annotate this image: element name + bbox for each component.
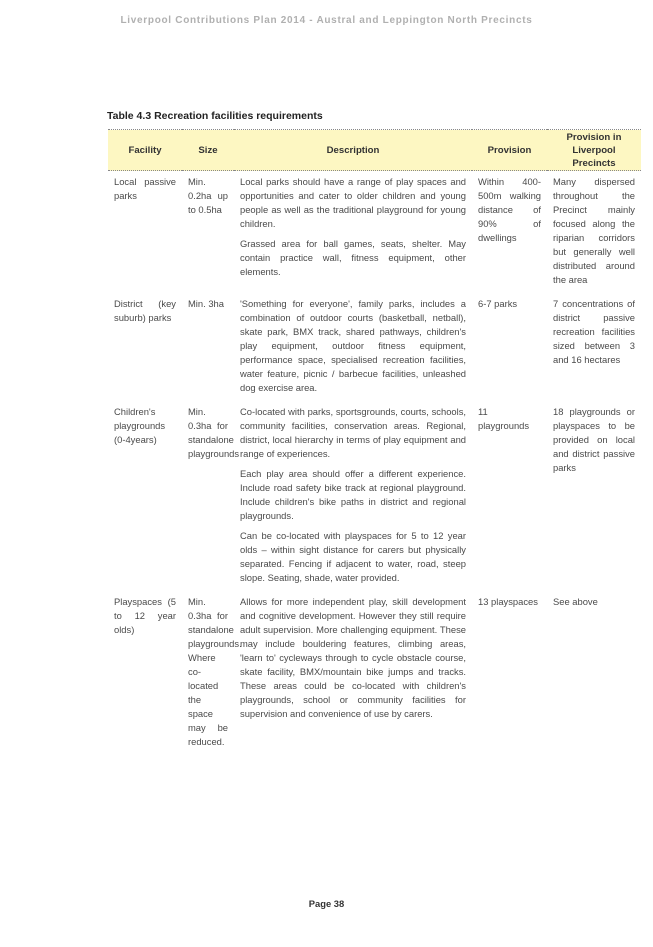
cell-description — [234, 591, 472, 755]
cell-precinct-provision: 7 concentrations of district passive recreation facilities sized between 3 and 16 hectares — [553, 298, 635, 365]
description-paragraph: Allows for more independent play, skill development and cognitive development. However they still require adult supervision. More challenging equipment. These may include bouldering features, climbing areas, 'learn to' cycleways through to cycle obstacle course, skate facility, BMX/mountain bike jumps and tracks. These areas could be co-located with children's playgrounds, school or community facilities for supervision and convenience of use by carers. — [240, 596, 466, 719]
recreation-facilities-table — [108, 129, 641, 755]
description-paragraph: Can be co-located with playspaces for 5 to 12 year olds – within sight distance for carers but physically separated. Fencing if adjacent to water, road, steep slope. Seating, shade, water provided. — [240, 530, 466, 583]
running-header: Liverpool Contributions Plan 2014 - Austral and Leppington North Precincts — [120, 15, 533, 26]
table-header-row — [108, 130, 641, 171]
description-paragraph: Local parks should have a range of play spaces and opportunities and cater to older children and young people as well as the traditional playground for young children. — [240, 176, 466, 229]
table-row — [108, 171, 641, 294]
header-description: Description — [234, 130, 472, 171]
table-row — [108, 591, 641, 755]
description-paragraph: 'Something for everyone', family parks, includes a combination of outdoor courts (basketball, netball), skate park, BMX track, shared pathways, children's play equipment, outdoor fitness equipment, performance space, specialised recreation facilities, water feature, picnic / barbecue facilities, unleashed dog exercise area. — [240, 298, 466, 393]
header-facility: Facility — [108, 130, 182, 171]
cell-provision: 11 playgrounds — [478, 406, 530, 431]
cell-size: Min. 0.3ha for standalone playgrounds. Where co-located the space may be reduced. — [188, 596, 242, 747]
cell-facility: Children's playgrounds (0-4years) — [114, 406, 166, 445]
header-precinct-line2: Liverpool Precincts — [572, 144, 616, 169]
table-caption: Table 4.3 Recreation facilities requirements — [107, 110, 323, 122]
description-paragraph: Grassed area for ball games, seats, shelter. May contain practice wall, fitness equipment, other elements. — [240, 238, 466, 277]
cell-precinct-provision: 18 playgrounds or playspaces to be provided on local and district passive parks — [553, 406, 635, 473]
table-row — [108, 401, 641, 591]
cell-description — [234, 293, 472, 401]
cell-size: Min. 0.2ha up to 0.5ha — [188, 176, 228, 215]
cell-description — [234, 171, 472, 294]
header-provision: Provision — [472, 130, 547, 171]
cell-provision: 6-7 parks — [478, 298, 518, 309]
table-row — [108, 293, 641, 401]
cell-precinct-provision: See above — [553, 596, 598, 607]
cell-facility: Playspaces (5 to 12 year olds) — [114, 596, 176, 635]
description-paragraph: Co-located with parks, sportsgrounds, courts, schools, community facilities, conservation areas. Regional, district, local hierarchy in terms of play equipment and range of experiences. — [240, 406, 466, 459]
header-provision-in-precincts — [547, 130, 641, 171]
cell-facility: District (key suburb) parks — [114, 298, 176, 323]
cell-size: Min. 0.3ha for standalone playgrounds — [188, 406, 240, 459]
cell-size: Min. 3ha — [188, 298, 224, 309]
cell-provision: Within 400-500m walking distance of 90% of dwellings — [478, 176, 541, 243]
header-size: Size — [182, 130, 234, 171]
page-number: Page 38 — [308, 898, 345, 909]
header-precinct-line1: Provision in — [566, 131, 622, 143]
cell-precinct-provision: Many dispersed throughout the Precinct mainly focused along the riparian corridors but generally well distributed around the area — [553, 176, 635, 285]
cell-facility: Local passive parks — [114, 176, 176, 201]
cell-description — [234, 401, 472, 591]
description-paragraph: Each play area should offer a different experience. Include road safety bike track at regional playground. Include children's bike paths in district and regional playgrounds. — [240, 468, 466, 521]
cell-provision: 13 playspaces — [478, 596, 538, 607]
